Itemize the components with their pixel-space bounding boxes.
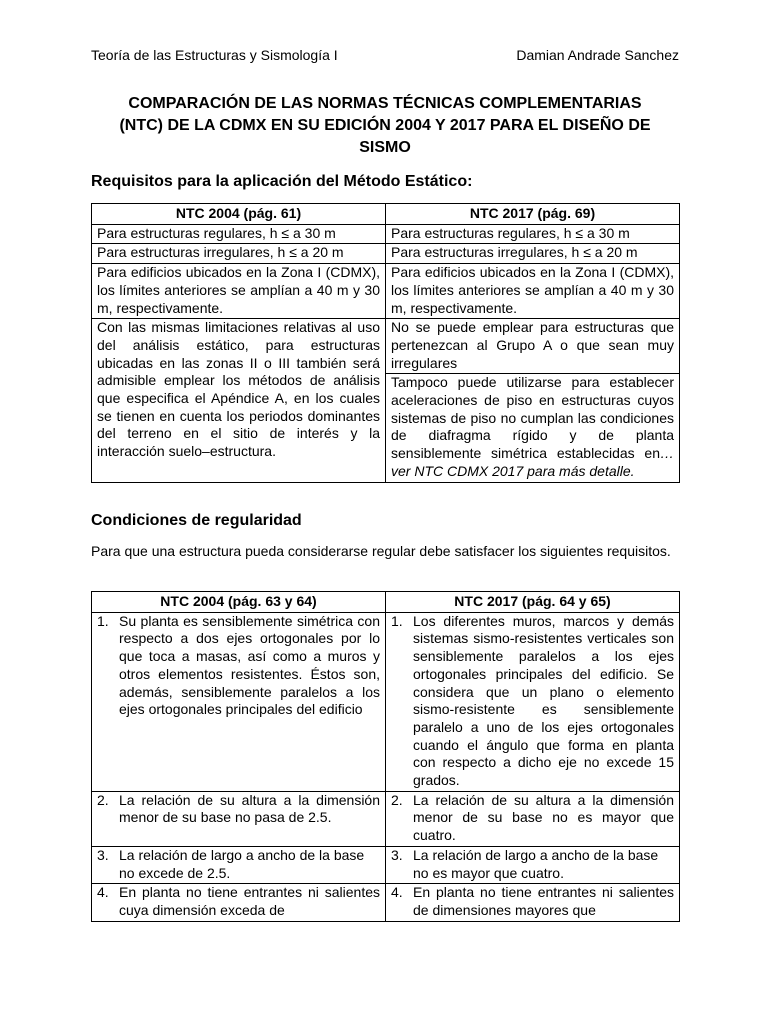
list-item-text: Los diferentes muros, marcos y demás sistemas sismo-resistentes verticales son sensiblemente paralelos a los ejes ortogonales principales del edificio. Se considera que un plano o elemento sismo-resistente es sensiblemente paralelo a uno de los ejes ortogonales cuando el ángulo que forma en planta con respecto a dicho eje no excede 15 grados. (413, 612, 674, 789)
list-number: 2. (391, 791, 403, 808)
table-cell (92, 791, 386, 846)
page-header (91, 46, 679, 64)
table-cell: Para estructuras irregulares, h ≤ a 20 m (386, 244, 680, 264)
table-cell: Para estructuras regulares, h ≤ a 30 m (92, 224, 386, 244)
table-cell (92, 884, 386, 921)
table-cell (92, 612, 386, 791)
table-cell: Para edificios ubicados en la Zona I (CDMX), los límites anteriores se amplían a 40 m y 30 m, respectivamente. (92, 264, 386, 319)
table-cell (386, 846, 680, 883)
table-header-row (92, 592, 680, 613)
table-row (92, 612, 680, 791)
section-heading-static-method: Requisitos para la aplicación del Método Estático: (91, 173, 473, 190)
table-cell: Para estructuras irregulares, h ≤ a 20 m (92, 244, 386, 264)
table-row (92, 846, 680, 883)
table-cell (386, 374, 680, 482)
intro-paragraph: Para que una estructura pueda considerarse regular debe satisfacer los siguientes requisitos. (91, 543, 671, 559)
list-number: 3. (97, 846, 109, 863)
table-cell: Para edificios ubicados en la Zona I (CDMX), los límites anteriores se amplían a 40 m y 30 m, respectivamente. (386, 264, 680, 319)
table-cell: Con las mismas limitaciones relativas al uso del análisis estático, para estructuras ubicadas en las zonas II o III también será admisible emplear los métodos de análisis que especifica el Apéndice A, en los cuales se tienen en cuenta los periodos dominantes del terreno en el sitio de interés y la interacción suelo–estructura. (92, 319, 386, 482)
table-cell: Para estructuras regulares, h ≤ a 30 m (386, 224, 680, 244)
table-row (92, 319, 680, 374)
table-cell (386, 884, 680, 921)
column-header-ntc2004: NTC 2004 (pág. 61) (92, 204, 386, 225)
column-header-ntc2017: NTC 2017 (pág. 64 y 65) (386, 592, 680, 613)
list-item-text: La relación de su altura a la dimensión menor de su base no es mayor que cuatro. (413, 791, 674, 844)
column-header-ntc2017: NTC 2017 (pág. 69) (386, 204, 680, 225)
list-number: 3. (391, 846, 403, 863)
list-number: 4. (97, 884, 109, 901)
list-item-text: En planta no tiene entrantes ni salientes cuya dimensión exceda de (119, 884, 380, 918)
table-row (92, 791, 680, 846)
table-cell (386, 612, 680, 791)
static-method-table (91, 203, 680, 483)
header-author: Damian Andrade Sanchez (516, 47, 679, 63)
column-header-ntc2004: NTC 2004 (pág. 63 y 64) (92, 592, 386, 613)
list-number: 2. (97, 791, 109, 808)
title-line-2: (NTC) DE LA CDMX EN SU EDICIÓN 2004 Y 2017 PARA EL DISEÑO DE (119, 117, 651, 134)
table-cell (386, 791, 680, 846)
list-number: 1. (391, 612, 403, 629)
list-item-text: La relación de su altura a la dimensión menor de su base no pasa de 2.5. (119, 791, 380, 826)
table-row (92, 224, 680, 244)
table-row (92, 244, 680, 264)
list-number: 4. (391, 884, 403, 901)
table-row (92, 884, 680, 921)
list-item-text: En planta no tiene entrantes ni salientes de dimensiones mayores que (413, 884, 674, 918)
table-cell (92, 846, 386, 883)
document-title (91, 93, 679, 159)
list-item-text: La relación de largo a ancho de la base no excede de 2.5. (119, 846, 365, 881)
header-course: Teoría de las Estructuras y Sismología I (91, 47, 338, 63)
cell-italic-note: … ver NTC CDMX 2017 para más detalle. (391, 445, 674, 479)
section-heading-regularity: Condiciones de regularidad (91, 512, 302, 529)
table-cell: No se puede emplear para estructuras que pertenezcan al Grupo A o que sean muy irregulares (386, 319, 680, 374)
list-number: 1. (97, 612, 109, 629)
regularity-table (91, 591, 680, 922)
title-line-3: SISMO (359, 139, 411, 156)
title-line-1: COMPARACIÓN DE LAS NORMAS TÉCNICAS COMPLEMENTARIAS (128, 95, 642, 112)
list-item-text: Su planta es sensiblemente simétrica con respecto a dos ejes ortogonales por lo que toca a masas, así como a muros y otros elementos resistentes. Éstos son, además, sensiblemente paralelos a los ejes ortogonales principales del edificio (119, 612, 380, 718)
list-item-text: La relación de largo a ancho de la base no es mayor que cuatro. (413, 846, 659, 881)
cell-text: Tampoco puede utilizarse para establecer aceleraciones de piso en estructuras cuyos sistemas de piso no cumplan las condiciones de diafragma rígido y de planta sensiblemente simétrica establecidas en (391, 374, 674, 462)
table-header-row (92, 204, 680, 225)
table-row (92, 264, 680, 319)
